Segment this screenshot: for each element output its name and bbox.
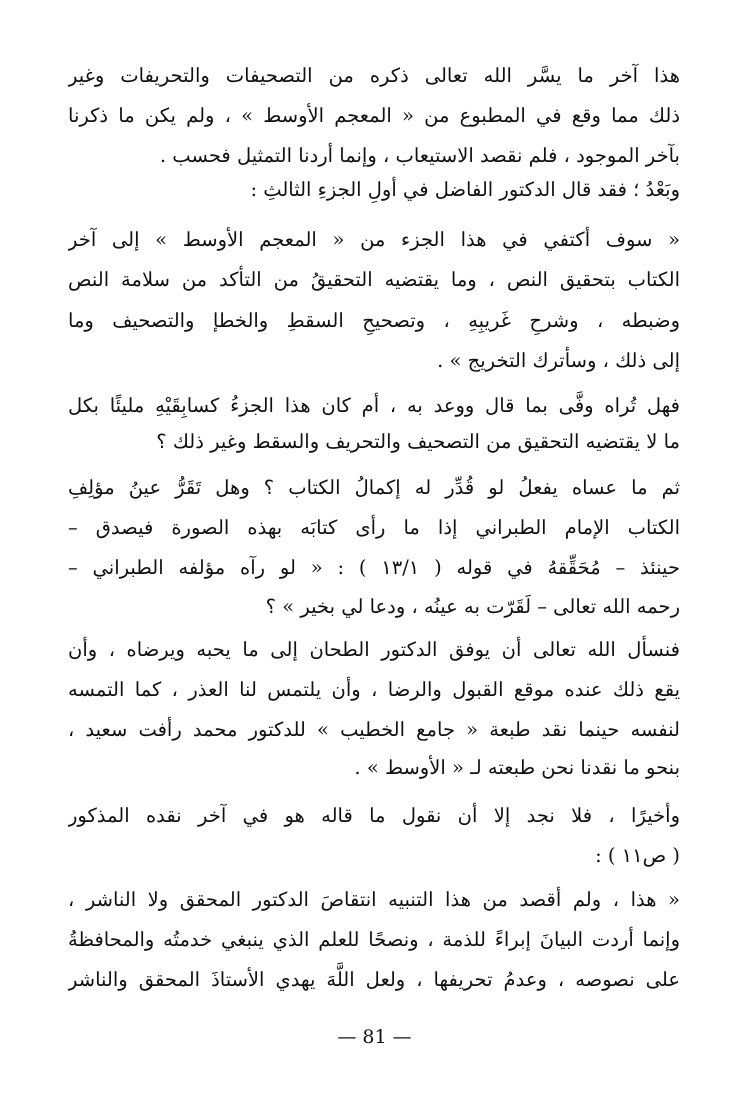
text-line: لنفسه حينما نقد طبعة « جامع الخطيب » للدكتور محمد رأفت سعيد ، bbox=[68, 718, 680, 741]
text-line: ( ص١١ ) : bbox=[595, 844, 680, 867]
text-line: إلى ذلك ، وسأترك التخريج » . bbox=[437, 349, 680, 372]
page-number: — 81 — bbox=[337, 1026, 412, 1048]
text-line: بنحو ما نقدنا نحن طبعته لـ « الأوسط » . bbox=[354, 756, 680, 779]
text-line: وضبطه ، وشرحِ غَريبِهِ ، وتصحيحِ السقطِ والخطإ والتصحيف وما bbox=[68, 309, 680, 332]
text-line: « هذا ، ولم أقصد من هذا التنبيه انتقاصَ الدكتور المحقق ولا الناشر ، bbox=[68, 888, 680, 911]
text-line: وأخيرًا ، فلا نجد إلا أن نقول ما قاله هو في آخر نقده المذكور bbox=[68, 804, 680, 827]
text-line: بآخر الموجود ، فلم نقصد الاستيعاب ، وإنما أردنا التمثيل فحسب . bbox=[159, 144, 680, 167]
text-line: حينئذ – مُحَقِّقهُ في قوله ( ١٣/١ ) : « لو رآه مؤلفه الطبراني – bbox=[68, 556, 680, 579]
text-line: « سوف أكتفي في هذا الجزء من « المعجم الأوسط » إلى آخر bbox=[68, 228, 680, 251]
text-line: يقع ذلك عنده موقع القبول والرضا ، وأن يلتمس لنا العذر ، كما التمسه bbox=[68, 678, 680, 701]
text-line: رحمه الله تعالى – لَقَرّت به عينُه ، ودعا لي بخير » ؟ bbox=[265, 595, 680, 618]
text-line: فنسأل الله تعالى أن يوفق الدكتور الطحان إلى ما يحبه ويرضاه ، وأن bbox=[68, 638, 680, 661]
text-line: ذلك مما وقع في المطبوع من « المعجم الأوسط » ، ولم يكن ما ذكرنا bbox=[68, 104, 680, 127]
text-line: وبَعْدُ ؛ فقد قال الدكتور الفاضل في أولِ الجزءِ الثالثِ : bbox=[250, 178, 680, 201]
text-line: فهل تُراه وفَّى بما قال ووعد به ، أم كان هذا الجزءُ كسابِقَيْهِ مليئًا بكل bbox=[68, 394, 680, 417]
text-line: الكتاب بتحقيق النص ، وما يقتضيه التحقيقُ من التأكد من سلامة النص bbox=[68, 268, 680, 291]
text-line: ما لا يقتضيه التحقيق من التصحيف والتحريف والسقط وغير ذلك ؟ bbox=[156, 430, 680, 453]
text-line: وإنما أردت البيانَ إبراءً للذمة ، ونصحًا للعلم الذي ينبغي خدمتُه والمحافظةُ bbox=[68, 928, 680, 951]
text-line: هذا آخر ما يسَّر الله تعالى ذكره من التصحيفات والتحريفات وغير bbox=[68, 64, 680, 87]
text-line: على نصوصه ، وعدمُ تحريفها ، ولعل اللَّهَ يهدي الأستاذَ المحقق والناشر bbox=[68, 968, 680, 991]
text-line: الكتاب الإمام الطبراني إذا ما رأى كتابَه بهذه الصورة فيصدق – bbox=[68, 516, 680, 539]
text-line: ثم ما عساه يفعلُ لو قُدِّر له إكمالُ الكتاب ؟ وهل تَقَرُّ عينُ مؤلِفِ bbox=[68, 476, 680, 499]
